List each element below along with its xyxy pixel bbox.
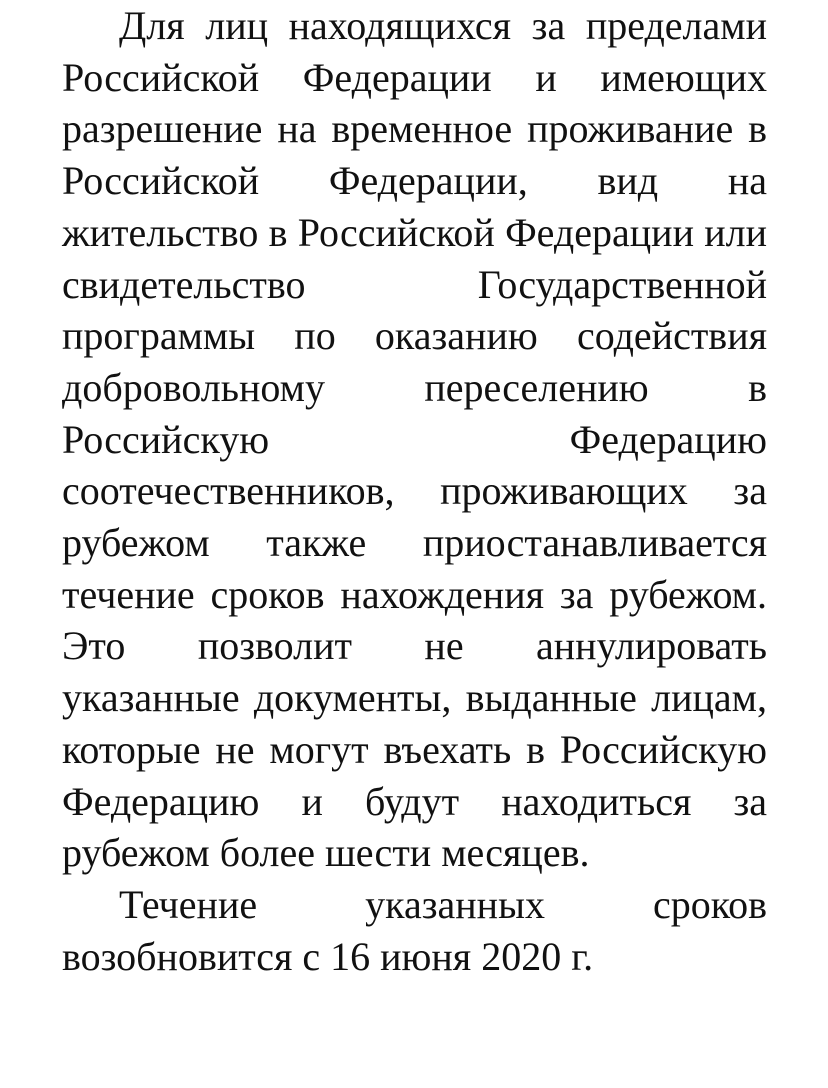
paragraph-resumption-date: Течение указанных сроков возобновится с 16 июня 2020 г. <box>62 881 767 979</box>
paragraph-suspension-of-terms: Для лиц находящихся за пределами Российской Федерации и имеющих разрешение на временное проживание в Российской Федерации, вид на жительство в Российской Федерации или свидетельство Государственной программы по оказанию содействия добровольному переселению в Российскую Федерацию соотечественников, проживающих за рубежом также приостанавливается течение сроков нахождения за рубежом. Это позволит не аннулировать указанные документы, выданные лицам, которые не могут въехать в Российскую Федерацию и будут находиться за рубежом более шести месяцев. <box>62 3 767 876</box>
document-body <box>62 0 767 982</box>
